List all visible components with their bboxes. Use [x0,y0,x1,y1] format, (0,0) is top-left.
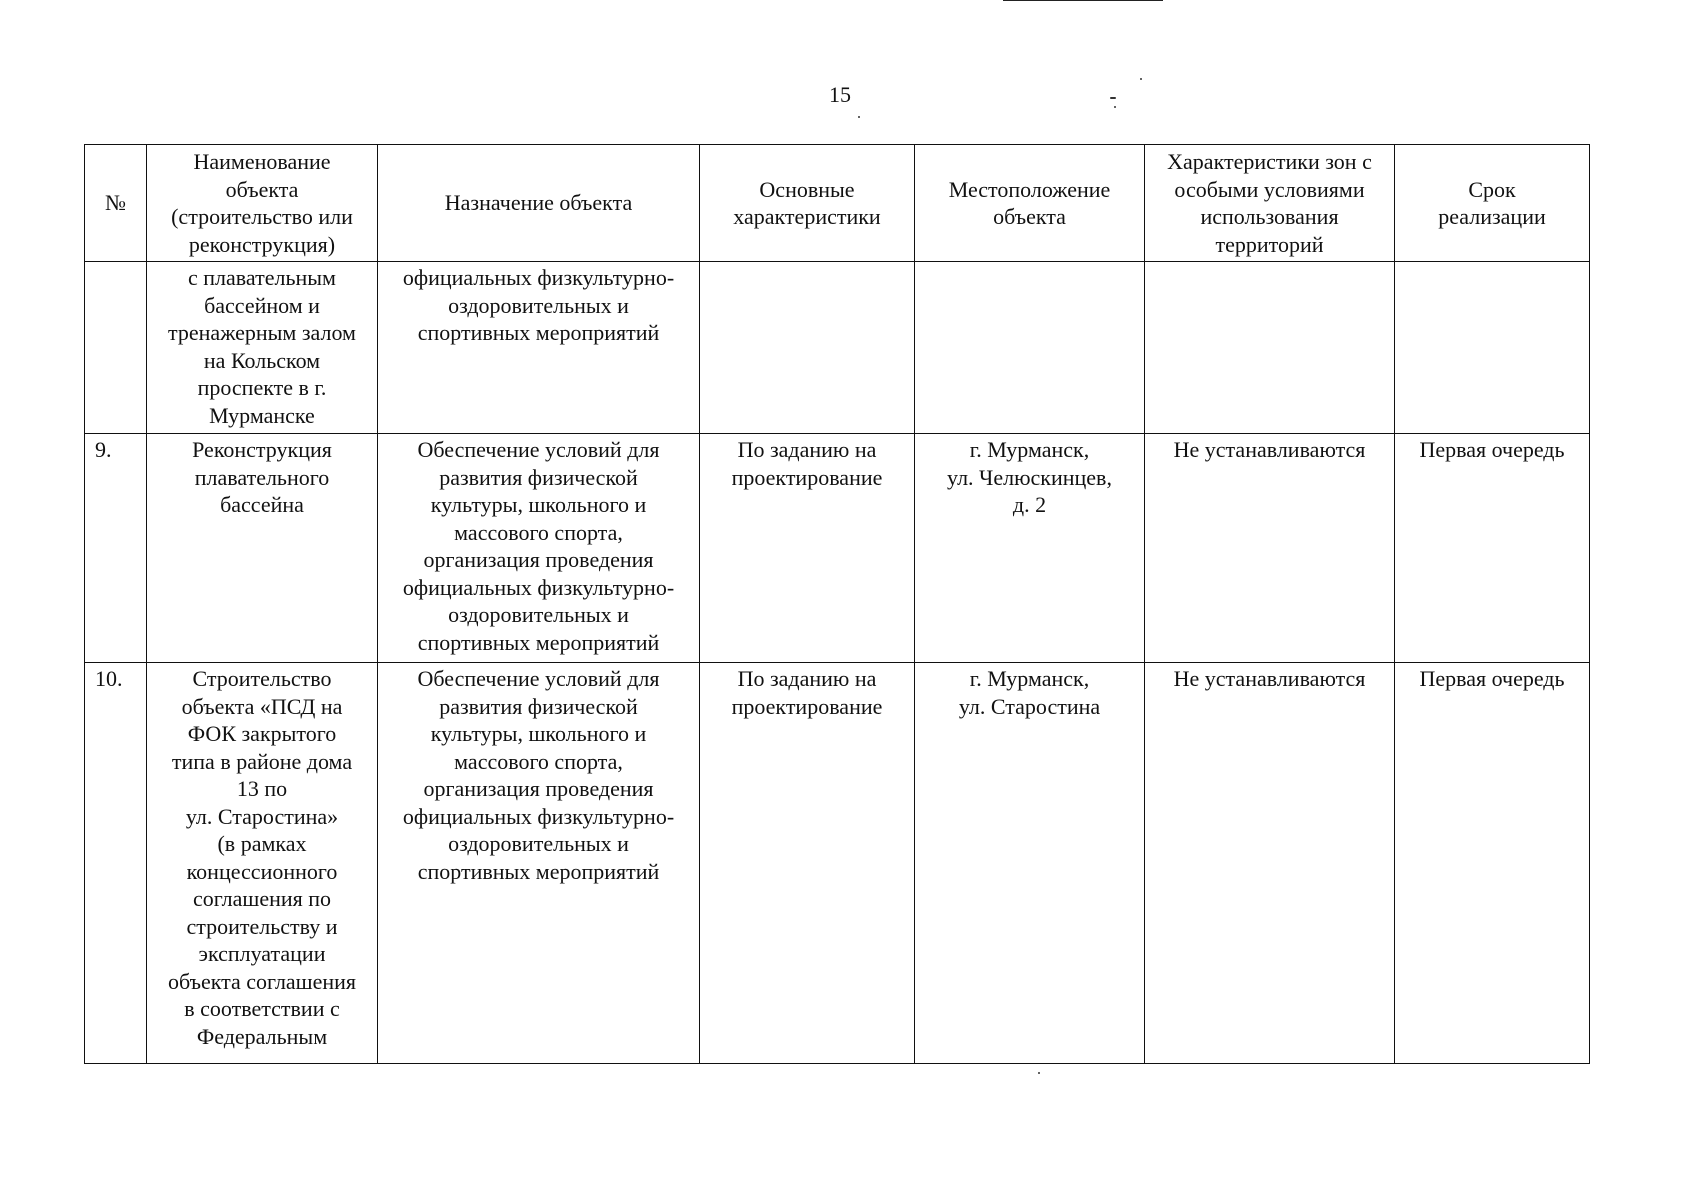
scan-speck [1140,78,1142,80]
header-object-name: Наименование объекта (строительство или реконструкция) [147,145,378,262]
row-object-location [915,262,1145,434]
row-number [85,262,147,434]
row-special-zones: Не устанавливаются [1145,434,1395,663]
row-object-purpose: Обеспечение условий для развития физической культуры, школьного и массового спорта, организация проведения официальных физкультурно- оздоровительных и спортивных мероприятий [378,434,700,663]
row-main-characteristics [700,262,915,434]
table-header-row [85,145,1590,262]
scan-speck [858,116,860,118]
row-number: 10. [85,663,147,1064]
header-implementation-term: Срок реализации [1395,145,1590,262]
row-main-characteristics: По заданию на проектирование [700,434,915,663]
top-rule [1003,0,1163,1]
header-object-purpose: Назначение объекта [378,145,700,262]
row-main-characteristics: По заданию на проектирование [700,663,915,1064]
row-number: 9. [85,434,147,663]
page-number: 15 [829,82,851,107]
table-row [85,663,1590,1064]
row-implementation-term: Первая очередь [1395,434,1590,663]
row-object-purpose: Обеспечение условий для развития физической культуры, школьного и массового спорта, организация проведения официальных физкультурно- оздоровительных и спортивных мероприятий [378,663,700,1064]
row-object-location: г. Мурманск, ул. Старостина [915,663,1145,1064]
scan-speck [1110,97,1116,99]
row-special-zones: Не устанавливаются [1145,663,1395,1064]
header-main-characteristics: Основные характеристики [700,145,915,262]
row-special-zones [1145,262,1395,434]
scan-speck [1114,106,1116,108]
row-implementation-term: Первая очередь [1395,663,1590,1064]
scan-speck [1038,1072,1040,1074]
row-object-location: г. Мурманск, ул. Челюскинцев, д. 2 [915,434,1145,663]
table-row [85,262,1590,434]
header-number: № [85,145,147,262]
header-object-location: Местоположение объекта [915,145,1145,262]
document-table [84,144,1590,1064]
row-object-name: Реконструкция плавательного бассейна [147,434,378,663]
header-special-zones: Характеристики зон с особыми условиями использования территорий [1145,145,1395,262]
row-object-purpose: официальных физкультурно- оздоровительных и спортивных мероприятий [378,262,700,434]
row-object-name: Строительство объекта «ПСД на ФОК закрытого типа в районе дома 13 по ул. Старостина» (в рамках концессионного соглашения по строительству и эксплуатации объекта соглашения в соответствии с Федеральным [147,663,378,1064]
row-implementation-term [1395,262,1590,434]
table-row [85,434,1590,663]
row-object-name: с плавательным бассейном и тренажерным залом на Кольском проспекте в г. Мурманске [147,262,378,434]
